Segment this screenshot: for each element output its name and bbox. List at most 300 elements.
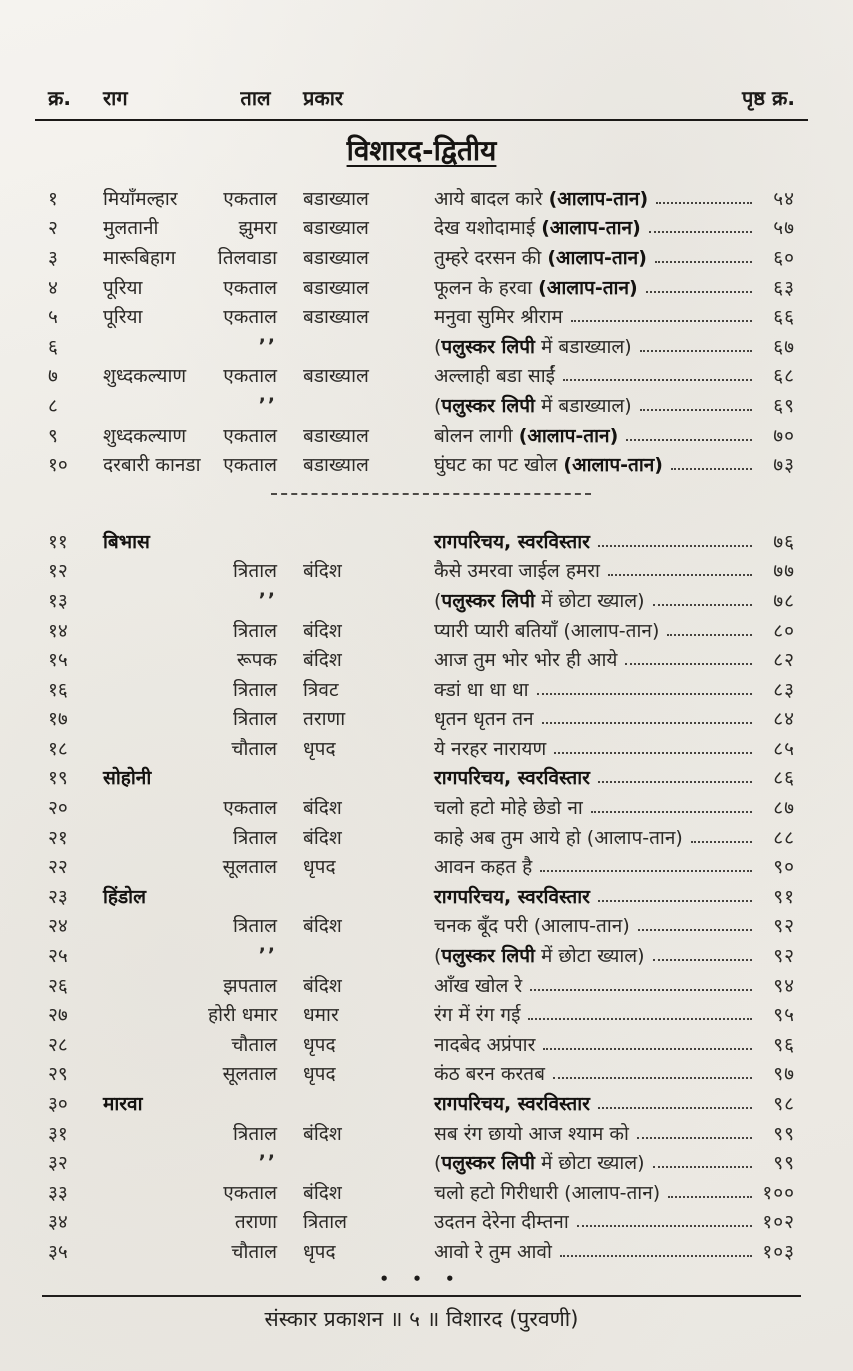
table-row (48, 733, 795, 763)
page-number-cell: ७७ (773, 560, 795, 583)
header-serial: क्र. (48, 86, 71, 110)
prakar-cell: धृपद (303, 737, 336, 760)
song-title-cell (408, 528, 590, 554)
song-title-cell (408, 362, 555, 388)
song-title-cell (408, 972, 522, 998)
song-title-cell (408, 303, 563, 329)
dotted-leader (571, 320, 752, 322)
dotted-leader (626, 439, 752, 441)
song-title-segment: कैसे उमरवा जाईल हमरा (434, 560, 600, 583)
dotted-leader (598, 900, 752, 902)
dotted-leader (656, 202, 752, 204)
tala-cell: चौताल (231, 1033, 277, 1056)
song-title-cell (408, 1090, 590, 1116)
tala-cell: सूलताल (222, 856, 277, 879)
table-row (48, 1029, 795, 1059)
page-number-cell: ८४ (773, 708, 795, 731)
song-title-bold-segment: पलुस्कर लिपी (441, 589, 535, 612)
table-row (48, 911, 795, 941)
tala-cell: त्रिताल (232, 708, 277, 731)
table-row (48, 1118, 795, 1148)
serial-cell: २५ (48, 945, 68, 968)
page-number-cell: ६३ (773, 276, 795, 299)
serial-cell: १८ (48, 737, 68, 760)
page-number-cell: ९७ (773, 1063, 795, 1086)
prakar-cell: बंदिश (303, 826, 342, 849)
page-number-cell: ६६ (773, 306, 795, 329)
tala-cell: एकताल (223, 454, 277, 477)
tala-cell: ’’ (258, 334, 277, 357)
table-row (48, 822, 795, 852)
song-title-segment: नादबेद अप्रंपार (434, 1033, 536, 1056)
song-title-cell (408, 912, 630, 938)
table-row (48, 1147, 795, 1177)
song-title-segment: में बडाख्याल) (534, 394, 632, 417)
serial-cell: २९ (48, 1063, 68, 1086)
serial-cell: २४ (48, 915, 68, 938)
page-number-cell: ५४ (773, 187, 795, 210)
song-title-cell (408, 942, 645, 968)
song-title-cell (408, 617, 659, 643)
dotted-leader (543, 1048, 752, 1050)
table-header (48, 84, 795, 111)
serial-cell: १३ (48, 589, 68, 612)
dotted-leader (540, 870, 752, 872)
song-title-segment: कंठ बरन करतब (434, 1063, 545, 1086)
end-ornament: • • • (379, 1269, 464, 1288)
tala-cell: त्रिताल (232, 619, 277, 642)
tala-cell: एकताल (223, 424, 277, 447)
tala-cell: झुमरा (238, 217, 277, 240)
table-row (48, 940, 795, 970)
song-title-bold-segment: (आलाप-तान) (547, 246, 647, 269)
serial-cell: २२ (48, 856, 68, 879)
table-row (48, 301, 795, 331)
divider-line (271, 493, 591, 495)
raga-cell: सोहोनी (103, 767, 152, 790)
page-number-cell: ८२ (773, 649, 795, 672)
song-title-segment: में छोटा ख्याल) (534, 1152, 645, 1175)
table-row (48, 704, 795, 734)
header-raga: राग (103, 86, 128, 110)
song-title-cell (408, 1120, 629, 1146)
serial-cell: २ (48, 217, 58, 240)
prakar-cell: धमार (303, 1004, 339, 1027)
table-row (48, 242, 795, 272)
song-title-cell (408, 214, 641, 240)
song-title-segment: ( (434, 945, 442, 968)
song-title-cell (408, 422, 618, 448)
page-number-cell: ९० (773, 856, 795, 879)
page-content (48, 84, 795, 1333)
table-row (48, 556, 795, 586)
song-title-segment: ( (434, 335, 442, 358)
song-title-bold-segment: (आलाप-तान) (518, 424, 619, 447)
serial-cell: ४ (48, 276, 58, 299)
song-title-cell (408, 1179, 660, 1205)
tala-cell: झपताल (223, 974, 277, 997)
dotted-leader (553, 1077, 752, 1079)
song-title-segment: ये नरहर नारायण (434, 737, 547, 760)
song-title-segment: चनक बूँद परी (आलाप-तान) (434, 915, 630, 938)
song-title-segment: फूलन के हरवा (434, 276, 539, 299)
song-title-segment: आवो रे तुम आवो (434, 1240, 552, 1263)
tala-cell: सूलताल (222, 1063, 277, 1086)
tala-cell: एकताल (223, 1181, 277, 1204)
dotted-leader (598, 1107, 752, 1109)
table-row (48, 585, 795, 615)
song-title-cell (408, 451, 663, 477)
table-row (48, 1059, 795, 1089)
song-title-segment: प्यारी प्यारी बतियाँ (आलाप-तान) (434, 619, 660, 642)
page-number-cell: ८६ (773, 767, 795, 790)
song-title-segment: चलो हटो गिरीधारी (आलाप-तान) (434, 1181, 661, 1204)
page-number-cell: ६० (773, 246, 795, 269)
dotted-leader (530, 989, 752, 991)
page-number-cell: ६७ (773, 335, 795, 358)
page-number-cell: ९१ (773, 885, 795, 908)
prakar-cell: बडाख्याल (303, 365, 369, 388)
table-row (48, 644, 795, 674)
song-title-segment: आये बादल कारे (434, 187, 549, 210)
prakar-cell: बंदिश (303, 974, 342, 997)
song-title-segment: आँख खोल रे (434, 974, 523, 997)
song-title-cell (408, 764, 590, 790)
prakar-cell: बंदिश (303, 797, 342, 820)
song-title-segment: में छोटा ख्याल) (534, 945, 645, 968)
serial-cell: १९ (48, 767, 68, 790)
prakar-cell: बंदिश (303, 560, 342, 583)
tala-cell: चौताल (231, 737, 277, 760)
prakar-cell: बडाख्याल (303, 306, 369, 329)
dotted-leader (591, 811, 752, 813)
prakar-cell: बडाख्याल (303, 187, 369, 210)
header-tala: ताल (240, 86, 271, 110)
table-row (48, 420, 795, 450)
prakar-cell: बडाख्याल (303, 276, 369, 299)
serial-cell: ३० (48, 1093, 68, 1116)
serial-cell: २६ (48, 974, 68, 997)
dotted-leader (542, 722, 752, 724)
prakar-cell: बंदिश (303, 619, 342, 642)
header-rule (35, 119, 808, 121)
serial-cell: ६ (48, 335, 58, 358)
page-number-cell: ७८ (773, 589, 795, 612)
song-title-cell (408, 587, 645, 613)
serial-cell: ३३ (48, 1181, 68, 1204)
dotted-leader (537, 693, 752, 695)
serial-cell: १६ (48, 678, 68, 701)
table-row (48, 615, 795, 645)
song-title-cell (408, 1060, 545, 1086)
song-title-segment: रंग में रंग गई (434, 1004, 521, 1027)
serial-cell: १४ (48, 619, 68, 642)
page-number-cell: ८८ (773, 826, 795, 849)
serial-cell: ३५ (48, 1240, 68, 1263)
song-title-bold-segment: (आलाप-तान) (548, 187, 649, 210)
raga-cell: मियाँमल्हार (103, 187, 178, 210)
song-title-segment: बोलन लागी (434, 424, 519, 447)
prakar-cell: त्रिवट (303, 678, 339, 701)
table-row (48, 851, 795, 881)
prakar-cell: बडाख्याल (303, 424, 369, 447)
song-title-segment: उदतन देरेना दीम्तना (434, 1211, 569, 1234)
tala-cell: त्रिताल (232, 1122, 277, 1145)
serial-cell: ७ (48, 365, 58, 388)
song-title-segment: धृतन धृतन तन (434, 708, 534, 731)
tala-cell: एकताल (223, 365, 277, 388)
page-number-cell: ८७ (773, 797, 795, 820)
prakar-cell: बंदिश (303, 915, 342, 938)
song-title-bold-segment: पलुस्कर लिपी (441, 394, 535, 417)
table-row (48, 272, 795, 302)
dotted-leader (653, 959, 752, 961)
raga-cell: मारूबिहाग (103, 246, 176, 269)
song-title-cell (408, 794, 583, 820)
song-title-cell (408, 557, 600, 583)
tala-cell: चौताल (231, 1240, 277, 1263)
prakar-cell: बडाख्याल (303, 246, 369, 269)
song-title-segment: ( (434, 589, 442, 612)
publisher-imprint: संस्कार प्रकाशन ॥ ५ ॥ विशारद (पुरवणी) (264, 1306, 579, 1331)
dotted-leader (598, 781, 752, 783)
song-title-segment: ( (434, 394, 442, 417)
dotted-leader (671, 468, 752, 470)
table-row (48, 331, 795, 361)
table-row (48, 1207, 795, 1237)
song-title-segment: मनुवा सुमिर श्रीराम (434, 306, 563, 329)
page-number-cell: १०३ (762, 1240, 795, 1263)
page-number-cell: ९६ (773, 1033, 795, 1056)
tala-cell: होरी धमार (208, 1004, 278, 1027)
serial-cell: ३४ (48, 1211, 68, 1234)
page-number-cell: ५७ (773, 217, 795, 240)
raga-cell: दरबारी कानडा (103, 454, 201, 477)
table-row (48, 792, 795, 822)
page-number-cell: ९४ (773, 974, 795, 997)
serial-cell: १७ (48, 708, 68, 731)
prakar-cell: बंदिश (303, 1181, 342, 1204)
song-title-cell (408, 646, 617, 672)
song-title-cell (408, 853, 532, 879)
serial-cell: २० (48, 797, 68, 820)
table-row (48, 213, 795, 243)
page-number-cell: ९५ (773, 1004, 795, 1027)
table-row (48, 526, 795, 556)
tala-cell: त्रिताल (232, 560, 277, 583)
page-number-cell: ६९ (773, 394, 795, 417)
table-row (48, 390, 795, 420)
song-title-cell (408, 705, 534, 731)
tala-cell: त्रिताल (232, 915, 277, 938)
table-row (48, 674, 795, 704)
song-title-cell (408, 333, 632, 359)
song-title-cell (408, 1031, 535, 1057)
page-number-cell: ८० (773, 619, 795, 642)
page-number-cell: १०० (762, 1181, 795, 1204)
raga-cell: मुलतानी (103, 217, 159, 240)
table-row (48, 183, 795, 213)
prakar-cell: बडाख्याल (303, 454, 369, 477)
page-number-cell: ९२ (773, 915, 795, 938)
dotted-leader (625, 663, 752, 665)
serial-cell: २८ (48, 1033, 68, 1056)
song-title-segment: क्डां धा धा धा (434, 678, 529, 701)
dotted-leader (637, 1137, 752, 1139)
raga-cell: पूरिया (103, 276, 143, 299)
serial-cell: ३१ (48, 1122, 68, 1145)
tala-cell: ’’ (258, 944, 277, 967)
tala-cell: त्रिताल (232, 826, 277, 849)
dotted-leader (691, 841, 752, 843)
table-row (48, 999, 795, 1029)
tala-cell: एकताल (223, 306, 277, 329)
page-number-cell: ९८ (773, 1093, 795, 1116)
table-row (48, 1177, 795, 1207)
song-title-bold-segment: (आलाप-तान) (541, 217, 641, 240)
prakar-cell: बडाख्याल (303, 217, 369, 240)
page-number-cell: ९९ (773, 1152, 795, 1175)
page-number-cell: ६८ (773, 365, 795, 388)
dotted-leader (655, 261, 752, 263)
song-title-segment: चलो हटो मोहे छेडो ना (434, 797, 583, 820)
page-number-cell: ९९ (773, 1122, 795, 1145)
dotted-leader (653, 1166, 752, 1168)
prakar-cell: त्रिताल (303, 1211, 348, 1234)
song-title-bold-segment: रागपरिचय, स्वरविस्तार (434, 767, 590, 790)
tala-cell: तराणा (234, 1211, 277, 1234)
song-title-cell (408, 824, 683, 850)
raga-cell: पूरिया (103, 306, 143, 329)
serial-cell: १ (48, 187, 58, 210)
song-title-segment: ( (434, 1152, 442, 1175)
page-number-cell: ७० (773, 424, 795, 447)
song-title-segment: अल्लाही बडा साईं (434, 365, 556, 388)
prakar-cell: धृपद (303, 1033, 336, 1056)
song-title-segment: में छोटा ख्याल) (534, 589, 645, 612)
section-divider (48, 493, 795, 526)
song-title-segment: देख यशोदामाई (434, 217, 542, 240)
serial-cell: १२ (48, 560, 68, 583)
song-title-cell (408, 883, 590, 909)
song-title-segment: में बडाख्याल) (534, 335, 632, 358)
dotted-leader (563, 379, 752, 381)
song-title-cell (408, 185, 648, 211)
dotted-leader (577, 1225, 752, 1227)
table-row (48, 970, 795, 1000)
song-title-bold-segment: रागपरिचय, स्वरविस्तार (434, 1093, 590, 1116)
tala-cell: तिलवाडा (217, 246, 277, 269)
song-title-bold-segment: रागपरिचय, स्वरविस्तार (434, 885, 590, 908)
serial-cell: ३२ (48, 1152, 68, 1175)
song-title-segment: घुंघट का पट खोल (434, 454, 564, 477)
song-title-bold-segment: (आलाप-तान) (538, 276, 638, 299)
page-number-cell: ७३ (773, 454, 795, 477)
serial-cell: ८ (48, 394, 58, 417)
song-title-cell (408, 1149, 645, 1175)
song-title-cell (408, 1001, 520, 1027)
header-prakar: प्रकार (303, 86, 344, 110)
raga-cell: हिंडोल (103, 885, 146, 908)
song-title-cell (408, 735, 546, 761)
serial-cell: ५ (48, 306, 58, 329)
serial-cell: १५ (48, 649, 68, 672)
serial-cell: १० (48, 454, 68, 477)
prakar-cell: धृपद (303, 856, 336, 879)
page-number-cell: ७६ (773, 530, 795, 553)
serial-cell: ९ (48, 424, 58, 447)
song-title-cell (408, 1238, 552, 1264)
dotted-leader (653, 604, 752, 606)
tala-cell: एकताल (223, 187, 277, 210)
song-title-segment: आवन कहत है (434, 856, 533, 879)
tala-cell: एकताल (223, 276, 277, 299)
song-title-cell (408, 1208, 569, 1234)
dotted-leader (667, 634, 752, 636)
toc-rows (48, 183, 795, 1266)
dotted-leader (598, 545, 752, 547)
serial-cell: ११ (48, 530, 68, 553)
table-row (48, 361, 795, 391)
footer-rule (42, 1295, 801, 1297)
dotted-leader (649, 231, 752, 233)
serial-cell: २१ (48, 826, 68, 849)
dotted-leader (560, 1255, 752, 1257)
dotted-leader (554, 752, 752, 754)
raga-cell: शुध्दकल्याण (103, 365, 187, 388)
table-row (48, 1236, 795, 1266)
dotted-leader (608, 574, 752, 576)
song-title-segment: काहे अब तुम आये हो (आलाप-तान) (434, 826, 683, 849)
song-title-cell (408, 676, 529, 702)
song-title-cell (408, 392, 632, 418)
tala-cell: एकताल (223, 797, 277, 820)
prakar-cell: बंदिश (303, 1122, 342, 1145)
page-number-cell: ९२ (773, 945, 795, 968)
song-title-bold-segment: (आलाप-तान) (563, 454, 663, 477)
table-row (48, 449, 795, 479)
dotted-leader (528, 1018, 752, 1020)
song-title-segment: आज तुम भोर भोर ही आये (434, 649, 618, 672)
song-title-bold-segment: पलुस्कर लिपी (441, 945, 535, 968)
tala-cell: ’’ (258, 588, 277, 611)
song-title-cell (408, 274, 638, 300)
page-number-cell: ८३ (773, 678, 795, 701)
raga-cell: शुध्दकल्याण (103, 424, 187, 447)
song-title-bold-segment: पलुस्कर लिपी (441, 1152, 535, 1175)
page-number-cell: १०२ (762, 1211, 795, 1234)
dotted-leader (640, 409, 752, 411)
page-number-cell: ८५ (773, 737, 795, 760)
tala-cell: ’’ (258, 1151, 277, 1174)
prakar-cell: धृपद (303, 1240, 336, 1263)
raga-cell: बिभास (103, 530, 150, 553)
prakar-cell: बंदिश (303, 649, 342, 672)
dotted-leader (640, 350, 752, 352)
table-row (48, 763, 795, 793)
prakar-cell: तराणा (303, 708, 346, 731)
table-row (48, 1088, 795, 1118)
serial-cell: २३ (48, 885, 68, 908)
table-row (48, 881, 795, 911)
song-title-cell (408, 244, 647, 270)
tala-cell: ’’ (258, 393, 277, 416)
song-title-bold-segment: पलुस्कर लिपी (441, 335, 535, 358)
song-title-segment: सब रंग छायो आज श्याम को (434, 1122, 629, 1145)
tala-cell: रूपक (236, 649, 277, 672)
prakar-cell: धृपद (303, 1063, 336, 1086)
raga-cell: मारवा (103, 1093, 143, 1116)
